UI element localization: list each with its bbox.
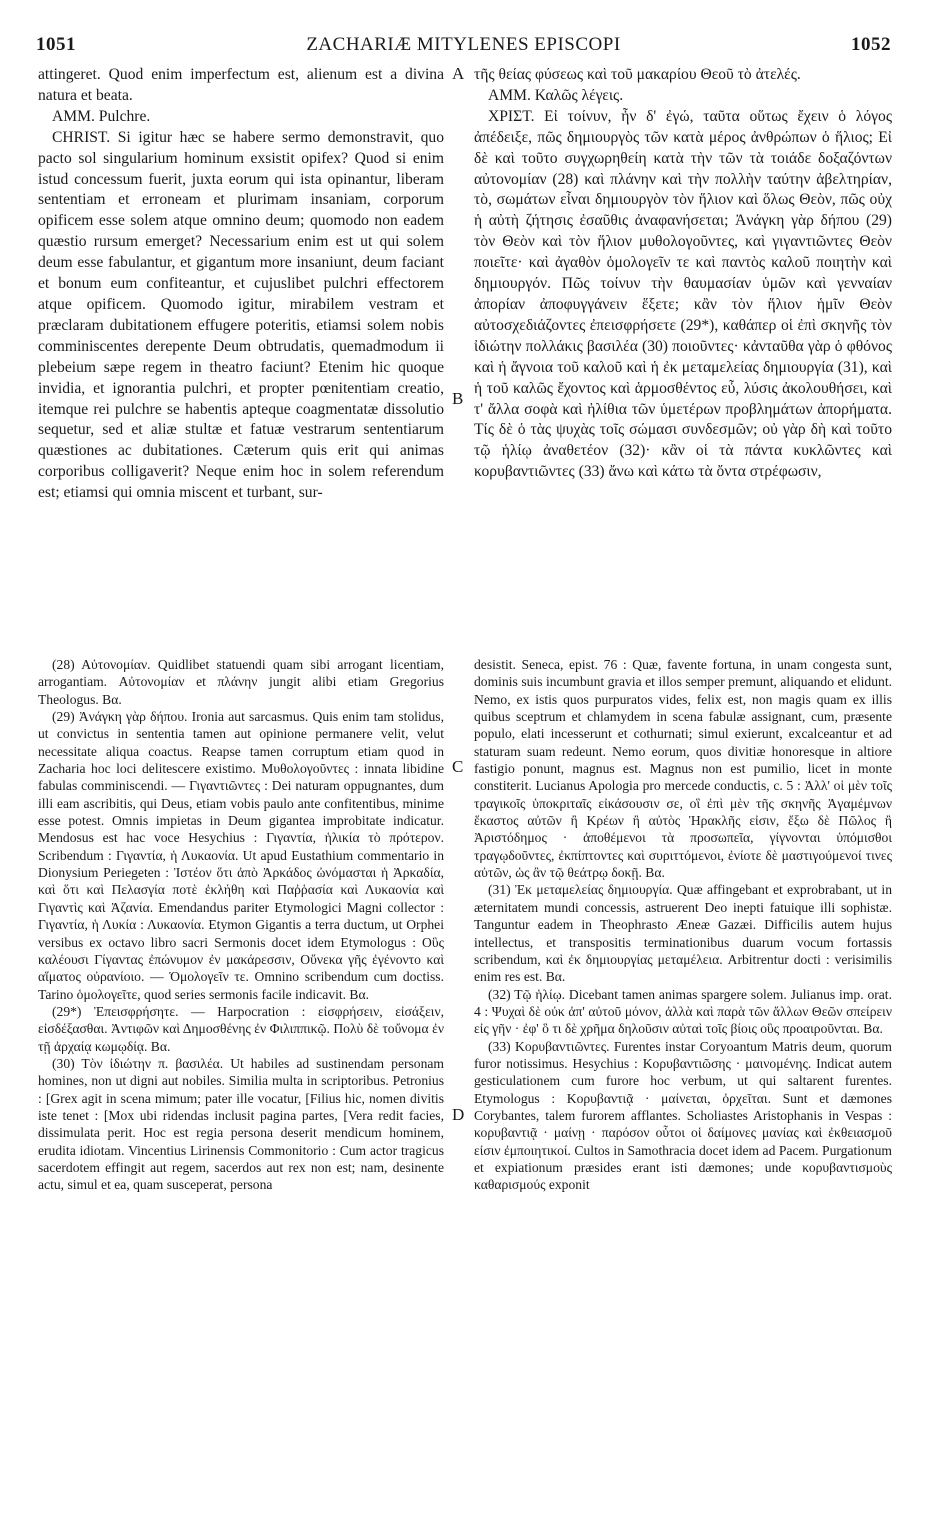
footnote: desistit. Seneca, epist. 76 : Quæ, favente fortuna, in unam congesta sunt, dominis suis incumbunt gravia et illos semper premunt, aliquando et elidunt. Nemo, ex istis quos purpuratos vides, felix est, non magis quam ex illis quibus sceptrum et chlamydem in scena fabulæ assignant, cum, præsente populo, elati incesserunt et cothurnati; simul exierunt, excalceantur et ad staturam suam redeunt. Nemo eorum, quos divitiæ honoresque in altiore fastigio ponunt, magnus est. Magnus non est pumilio, licet in monte constiterit. Lucianus Apologia pro mercede conductis, c. 5 : Ἀλλ' οἱ μὲν τοῖς τραγικοῖς ὑποκριταῖς εἰκάσουσιν σε, οἳ ἐπὶ μὲν τῆς σκηνῆς Ἀγαμέμνων ἕκαστος αὐτῶν ἢ Κρέων ἢ αὐτὸς Ἡρακλῆς εἰσιν, ἔξω δὲ Πῶλος ἢ Ἀριστόδημος · ἀποθέμενοι τὰ προσωπεῖα, γίγνονται ὑπόμισθοι τραγῳδοῦντες, ἐκπίπτοντες καὶ συριττόμενοι, ἐνίοτε δὲ μαστιγούμενοί τινες αὐτῶν, ὡς ἂν τῷ θεάτρῳ δοκῇ. Βα. [474,657,892,881]
footnote: (33) Κορυβαντιῶντες. Furentes instar Coryoantum Matris deum, quorum furor notissimus. Hesychius : Κορυβαντιῶσης · μαινομένης. Indicat autem gesticulationem cum furore hoc verbum, ut qui saltarent furentes. Etymologus : Κορυβαντιᾷ · μαίνεται, ὀρχεῖται. Sunt et dæmones Corybantes, talem furorem afflantes. Scholiastes Aristophanis in Vespas : κορυβαντιᾷ · μαίνῃ · παρόσον οὗτοι οἱ δαίμονες μανίας καὶ ἐκθειασμοῦ εἰσιν ἐμποιητικοί. Cultos in Samothracia docet idem ad Pacem. Purgationum et expiationum præsides erant isti dæmones; unde κορυβαντισμοὺς καθαρισμούς exponit [474,1038,892,1193]
latin-paragraph: attingeret. Quod enim imperfectum est, alienum est a divina natura et beata. [38,66,444,104]
page-header [36,34,891,60]
margin-marker-d: D [452,1105,465,1124]
footnotes-left-column [38,656,444,1506]
running-title: ZACHARIÆ MITYLENES EPISCOPI [306,34,621,55]
greek-speaker-line: ΑΜΜ. Καλῶς λέγεις. [488,86,624,104]
footnote: (28) Αὐτονομίαν. Quidlibet statuendi quam sibi arrogant licentiam, arrogantiam. Αὐτονομίαν et πλάνην jungit alibi etiam Gregorius Theologus. Βα. [38,657,444,707]
footnotes-right-column [474,656,892,1506]
footnote: (30) Τὸν ἰδιώτην π. βασιλέα. Ut habiles ad sustinendam personam homines, non ut digni aut nobiles. Similia multa in scriptoribus. Petronius : [Grex agit in scena mimum; pater ille vocatur, [Filius hic, nomen divitis iste tenet : [Mox ubi ridendas inclusit pagina partes, [Vera redit facies, dissimulata perit. Hoc est regia persona deserit mendicum hominem, erudita idiotam. Vincentius Lirinensis Commonitorio : Cum actor tragicus sacerdotem effingit aut regem, sacerdos aut rex non est; nam, desinente actu, simul et ea, quam susceperat, persona [38,1055,444,1193]
margin-marker-b: B [452,389,464,408]
left-page-number: 1051 [36,34,76,55]
margin-marker-a: A [452,64,465,83]
margin-marker-c: C [452,757,464,776]
footnote: (31) Ἐκ μεταμελείας δημιουργία. Quæ affingebant et exprobrabant, ut in æternitatem mundi concessis, astruerent Deo inepti fatuique illi sophistæ. Tanguntur eadem in Theophrasto Æneæ Gazæi. Difficilis autem hujus intellectus, et transpositis terminationibus duarum vocum fortassis scribendum, καὶ ἐκ δημιουργίας μεταμέλεια. Arbitrentur docti : verisimilis enim res est. Βα. [474,882,892,985]
right-page-number: 1052 [851,34,891,55]
latin-speaker-line: AMM. Pulchre. [52,107,151,125]
latin-main-column [38,65,444,647]
greek-main-column [474,65,892,647]
greek-paragraph: τῆς θείας φύσεως καὶ τοῦ μακαρίου Θεοῦ τὸ ἀτελές. [474,66,801,83]
footnote: (32) Τῷ ἡλίῳ. Dicebant tamen animas spargere solem. Julianus imp. orat. 4 : Ψυχαὶ δὲ οὐκ ἀπ' αὐτοῦ μόνον, ἀλλὰ καὶ παρὰ τῶν ἄλλων Θεῶν σπείρειν εἰς γῆν · ἐφ' ὃ τι δὲ χρῆμα δηλοῦσιν αὐταὶ τοῖς βίοις οὓς προαιροῦνται. Βα. [474,986,892,1037]
footnote: (29) Ἀνάγκη γὰρ δήπου. Ironia aut sarcasmus. Quis enim tam stolidus, ut convictus in sententia tamen aut opinione permanere velit, velut necessitate aliqua coactus. Reapse tamen corruptum etiam quod in Zacharia hoc loci delitescere existimo. Μυθολογοῦντες : innata libidine fabulas comminiscendi. — Γιγαντιῶντες : Dei naturam oppugnantes, dum illi eam ascribitis, qui Deus, etiam vobis paulo ante confitentibus, minime esse potest. Omnis impietas in Deum gigantea improbitate indicatur. Mendosus est hac voce Hesychius : Γιγαντία, ἡλικία τὸ πρότερον. Scribendum : Γιγαντία, ἡ Λυκαονία. Ut apud Eustathium commentario in Dionysium Periegeten : Ἰστέον ὅτι ἀπὸ Ἀρκάδος ὠνόμασται ἡ Ἀρκαδία, καὶ ὅτι καὶ Πελασγία ποτὲ ἐκλήθη καὶ Παῤῥασία καὶ Λυκαονία καὶ Γιγαντὶς καὶ Ἀζανία. Emendandus pariter Etymologici Magni collector : Γιγαντία, ἡ Λυκία : Λυκαονία. Etymon Gigantis a terra ductum, ut Orphei versibus ex octavo libro sacri Sermonis docet idem Etymologus : Οὓς καλέουσι Γίγαντας ἐπώνυμον ἐν μακάρεσσιν, Οὕνεκα γῆς ἐγένοντο καὶ αἵματος οὐρανίοιο. — Ὁμολογεῖν τε. Omnino scribendum cum doctiss. Tarino ὁμολογεῖτε, quod series sermonis facile indicavit. Βα. [38,709,444,1002]
latin-paragraph: CHRIST. Si igitur hæc se habere sermo demonstravit, quo pacto sol singularium hominum exsistit opifex? Quod si enim istud concessum fuerit, juxta eorum qui ista opinantur, liberam sententiam et erroneam et plurimam insaniam, corporum opificem esse solem atque omnino deum; quomodo non eadem quæstio rursum emerget? Necessarium enim est ut qui solem deum esse fabulantur, et gigantum more insaniunt, deum faciant et bonum eum confiteantur, et cujuslibet pulchri effectorem atque opificem. Quomodo igitur, mirabilem vestram et præclaram dubitationem effugere poteritis, etiamsi solem nobis comminiscentes derepente Deum obtrudatis, quemadmodum ii plebeium sæpe regem in theatro faciunt? Etenim hic quoque invidia, et ignorantia pulchri, et propter pœnitentiam creatio, itemque rei pulchre se habentis apteque coagmentatæ dissolutio sequetur, sed et aliæ stultæ et fatuæ vestrarum sententiarum quæstiones ac dubitationes. Cæterum quis erit qui animas corporibus colligaverit? Neque enim hoc in solem referendum est; etiamsi qui omnia miscent et turbant, sur- [38,128,444,502]
greek-paragraph: ΧΡΙΣΤ. Εἰ τοίνυν, ἦν δ' ἐγώ, ταῦτα οὕτως ἔχειν ὁ λόγος ἀπέδειξε, πῶς δημιουργὸς τῶν κατὰ μέρος ἀνθρώπων ὁ ἥλιος; Εἰ δὲ καὶ τοῦτο συγχωρηθείη κατὰ τὴν τῶν τὰ τοιάδε δοξαζόντων αὐτονομίαν (28) καὶ πλάνην καὶ τὴν πολλὴν ταύτην ἀβελτηρίαν, τὸ, σωμάτων εἶναι δημιουργὸν τὸν ἥλιον καὶ ὅλως Θεὸν, πῶς οὐχ ἡ αὐτὴ ζήτησις ἐσαῦθις ἀναφανήσεται; Ἀνάγκη γὰρ δήπου (29) τὸν Θεὸν καὶ τὸν ἥλιον μυθολογοῦντες, καὶ γιγαντιῶντες Θεὸν ποιεῖτε· καὶ ἀγαθὸν ὁμολογεῖν τε καὶ παντὸς καλοῦ ποιητὴν καὶ δημιουργόν. Πῶς τοίνυν τὴν θαυμασίαν ὑμῶν καὶ γενναίαν ἀπορίαν ἀποφυγγάνειν ἕξετε; κἂν τὸν ἥλιον ἡμῖν Θεὸν αὐτοσχεδιάζοντες ἐπεισφρήσετε (29*), καθάπερ οἱ ἐπὶ σκηνῆς τὸν ἰδιώτην πολλάκις βασιλέα (30) ποιοῦντες· κἀνταῦθα γὰρ ὁ φθόνος καὶ ἡ ἄγνοια τοῦ καλοῦ καὶ ἡ ἐκ μεταμελείας δημιουργία (31), καὶ ἡ τοῦ καλῶς ἔχοντος καὶ ἁρμοσθέντος εὖ, λύσις ἀκολουθήσει, καὶ τ' ἄλλα σοφὰ καὶ ἠλίθια τῶν ὑμετέρων προβλημάτων ἀπορήματα. Τίς δὲ ὁ τὰς ψυχὰς τοῖς σώμασι συνδεσμῶν; οὐ γὰρ δὴ καὶ τοῦτο τῷ ἡλίῳ ἀναθετέον (32)· κἂν οἱ τὰ πάντα κυκλῶντες καὶ κορυβαντιῶντες (33) ἄνω καὶ κάτω τὰ ὄντα στρέφωσιν, [474,107,892,481]
footnote: (29*) Ἐπεισφρήσητε. — Harpocration : εἰσφρήσειν, εἰσάξειν, εἰσδέξασθαι. Ἀντιφῶν καὶ Δημοσθένης ἐν Φιλιππικῷ. Πολὺ δὲ τοὔνομα ἐν τῇ ἀρχαίᾳ κωμῳδίᾳ. Βα. [38,1003,444,1054]
